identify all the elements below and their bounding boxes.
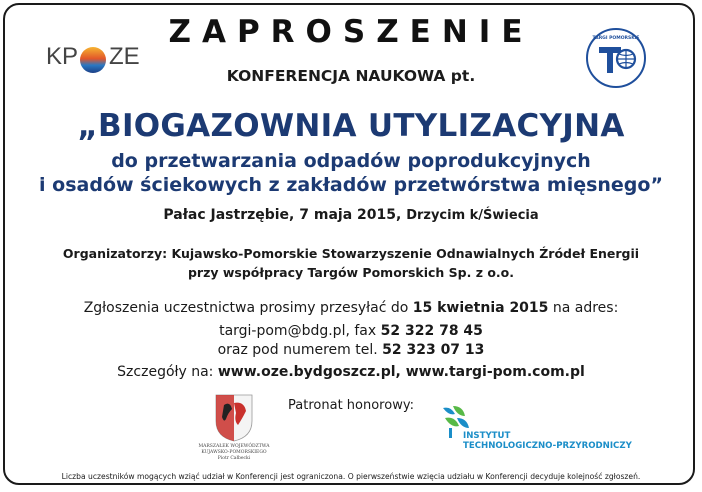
marshal-caption (188, 444, 280, 462)
kpoze-logo-left: KP (46, 43, 79, 70)
details-label: Szczegóły na: (117, 364, 214, 380)
contact-phone: 52 323 07 13 (382, 342, 485, 358)
contact-email[interactable]: targi-pom@bdg.pl (219, 323, 346, 339)
institute-line2: TECHNOLOGICZNO-PRZYRODNICZY (463, 441, 632, 451)
institute-line1: INSTYTUT (463, 431, 511, 441)
event-date: Pałac Jastrzębie, 7 maja 2015, (163, 207, 402, 223)
conference-headline: „BIOGAZOWNIA UTYLIZACYJNA (77, 108, 625, 144)
contact-email-fax (0, 323, 702, 339)
organizers-line2: przy współpracy Targów Pomorskich Sp. z o.o. (187, 265, 515, 280)
conference-topic-line2: i osadów ściekowych z zakładów przetwórstwa mięsnego” (39, 174, 663, 196)
institute-name (463, 431, 632, 451)
fax-label: , fax (345, 323, 377, 339)
marshal-name: Piotr Całbecki (217, 456, 251, 461)
conference-topic-line1: do przetwarzania odpadów poprodukcyjnych (111, 150, 591, 172)
griffin-crest-icon (202, 393, 266, 443)
organizers-name: Kujawsko-Pomorskie Stowarzyszenie Odnawialnych Źródeł Energii (171, 246, 640, 261)
marshal-line2: KUJAWSKO-POMORSKIEGO (201, 450, 267, 455)
details-links[interactable]: www.oze.bydgoszcz.pl, www.targi-pom.com.pl (217, 364, 585, 380)
organizers-label: Organizatorzy: (62, 246, 168, 261)
tp-caption: TARGI POMORSKIE (592, 36, 640, 41)
contact-phone-line (0, 342, 702, 358)
registration-suffix: na adres: (552, 300, 619, 316)
registration-text (0, 300, 702, 316)
institute-logo (441, 404, 641, 452)
marshal-line1: MARSZAŁEK WOJEWÓDZTWA (198, 444, 270, 449)
phone-label: oraz pod numerem tel. (217, 342, 378, 358)
contact-fax: 52 322 78 45 (380, 323, 483, 339)
registration-deadline: 15 kwietnia 2015 (412, 300, 549, 316)
organizers-line1 (0, 246, 702, 261)
registration-intro: Zgłoszenia uczestnictwa prosimy przesyłać do (83, 300, 409, 316)
footnote: Liczba uczestników mogących wziąć udział w Konferencji jest ograniczona. O pierwszeństwie wzięcia udziału w Konferencji decyduje kolejność zgłoszeń. (61, 472, 641, 481)
page-title: ZAPROSZENIE (168, 14, 534, 50)
conference-subtitle: KONFERENCJA NAUKOWA pt. (226, 67, 476, 85)
event-location: Drzycim k/Świecia (406, 208, 539, 223)
patronage-label: Patronat honorowy: (288, 398, 414, 413)
details-line (0, 364, 702, 380)
event-place-date (0, 207, 702, 223)
kpoze-logo-right: ZE (109, 43, 140, 70)
